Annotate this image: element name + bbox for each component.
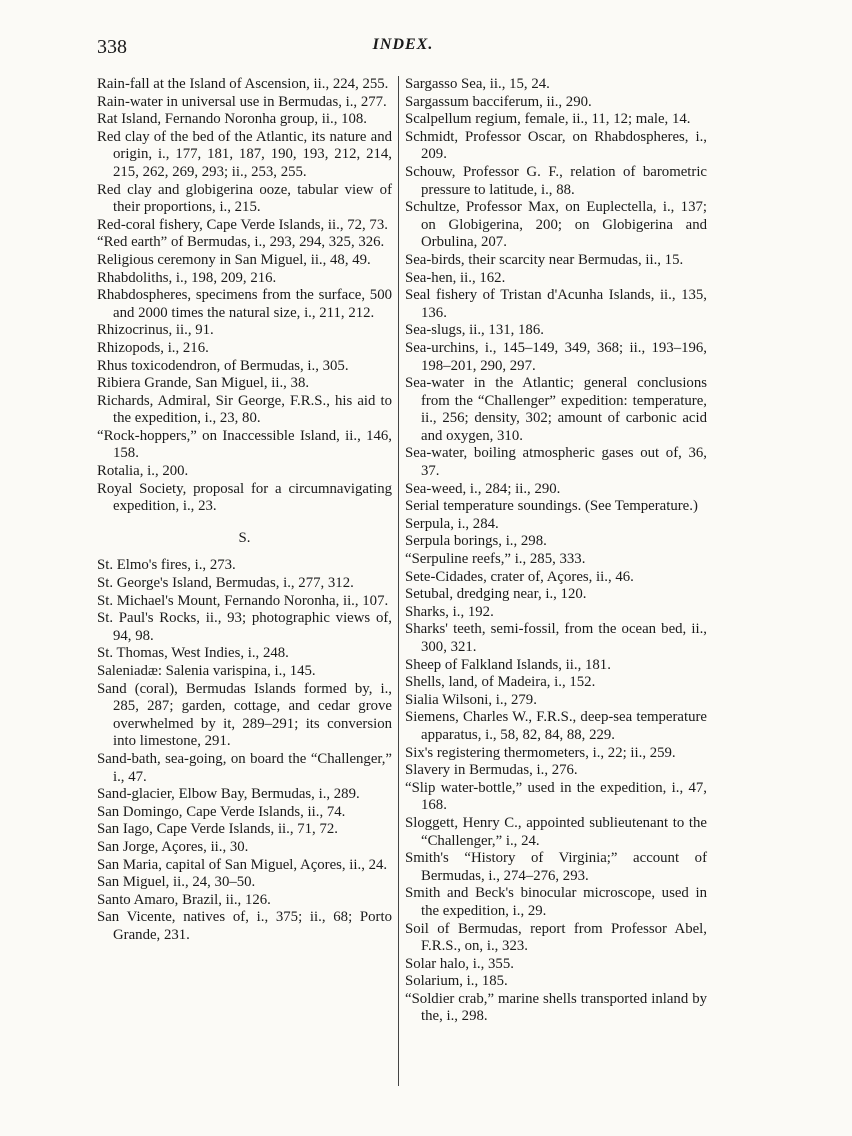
index-entry: Sea-birds, their scarcity near Bermudas, ii., 15. [405, 251, 684, 268]
index-entry: Sea-slugs, ii., 131, 186. [405, 322, 544, 339]
index-entry: Sea-urchins, i., 145–149, 349, 368; ii., 193–196, 198–201, 290, 297. [405, 339, 707, 374]
index-entry: Smith's “History of Virginia;” account of Bermudas, i., 274–276, 293. [405, 850, 707, 884]
index-entry: Slavery in Bermudas, i., 276. [405, 762, 578, 779]
index-entry: Serial temperature soundings. (See Temperature.) [405, 498, 698, 515]
index-entry: Royal Society, proposal for a circumnavigating expedition, i., 23. [97, 480, 392, 515]
index-entry: Schultze, Professor Max, on Euplectella, i., 137; on Globigerina, 200; on Globigerina and Orbulina, 207. [405, 199, 707, 251]
index-entry: St. Paul's Rocks, ii., 93; photographic views of, 94, 98. [97, 610, 392, 644]
index-entry: “Red earth” of Bermudas, i., 293, 294, 325, 326. [97, 234, 385, 251]
index-entry: Rhizocrinus, ii., 91. [97, 322, 214, 339]
index-entry: San Domingo, Cape Verde Islands, ii., 74. [97, 803, 346, 820]
index-entry: St. Elmo's fires, i., 273. [97, 557, 236, 574]
index-column-left [97, 76, 392, 945]
index-entry: Saleniadæ: Salenia varispina, i., 145. [97, 663, 316, 679]
index-entry: Rain-water in universal use in Bermudas, i., 277. [97, 93, 387, 110]
index-entry: Richards, Admiral, Sir George, F.R.S., his aid to the expedition, i., 23, 80. [97, 392, 392, 427]
index-entry: “Serpuline reefs,” i., 285, 333. [405, 551, 586, 568]
index-entry: Sea-water in the Atlantic; general conclusions from the “Challenger” expedition: temperature, ii., 256; density, 302; amount of carbonic acid and oxygen, 310. [405, 375, 707, 444]
index-entry: Rhabdospheres, specimens from the surface, 500 and 2000 times the natural size, i., 211, 212. [97, 287, 392, 321]
index-entry: Seal fishery of Tristan d'Acunha Islands, ii., 135, 136. [405, 287, 707, 321]
index-entry: Sargassum bacciferum, ii., 290. [405, 93, 592, 110]
section-letter: S. [238, 529, 251, 546]
index-entry: Sand-bath, sea-going, on board the “Challenger,” i., 47. [97, 750, 392, 785]
index-entry: Smith and Beck's binocular microscope, used in the expedition, i., 29. [405, 885, 707, 919]
index-entry: Schmidt, Professor Oscar, on Rhabdospheres, i., 209. [405, 128, 707, 163]
index-entry: Rain-fall at the Island of Ascension, ii., 224, 255. [97, 76, 389, 92]
index-entry: Rhus toxicodendron, of Bermudas, i., 305. [97, 357, 349, 374]
index-entry: Sand-glacier, Elbow Bay, Bermudas, i., 289. [97, 786, 360, 803]
index-entry: St. Michael's Mount, Fernando Noronha, ii., 107. [97, 592, 389, 609]
index-entry: Sheep of Falkland Islands, ii., 181. [405, 656, 611, 673]
index-entry: Sharks, i., 192. [405, 603, 494, 620]
index-entry: Rhabdoliths, i., 198, 209, 216. [97, 269, 277, 286]
index-entry: Serpula, i., 284. [405, 515, 499, 532]
index-entry: “Slip water-bottle,” used in the expedition, i., 47, 168. [405, 779, 707, 814]
index-entry: San Vicente, natives of, i., 375; ii., 68; Porto Grande, 231. [97, 909, 392, 943]
index-entry: Sargasso Sea, ii., 15, 24. [405, 76, 550, 92]
index-entry: Solar halo, i., 355. [405, 955, 514, 972]
index-entry: Sea-water, boiling atmospheric gases out of, 36, 37. [405, 445, 707, 480]
index-entry: Sea-weed, i., 284; ii., 290. [405, 480, 561, 497]
index-entry: Scalpellum regium, female, ii., 11, 12; male, 14. [405, 111, 691, 128]
index-entry: Religious ceremony in San Miguel, ii., 48, 49. [97, 251, 371, 268]
index-entry: San Maria, capital of San Miguel, Açores, ii., 24. [97, 856, 388, 873]
index-entry: Rotalia, i., 200. [97, 463, 189, 480]
index-entry: St. Thomas, West Indies, i., 248. [97, 645, 289, 662]
index-entry: Shells, land, of Madeira, i., 152. [405, 674, 596, 691]
index-entry: Sharks' teeth, semi-fossil, from the ocean bed, ii., 300, 321. [405, 621, 707, 655]
index-entry: Sand (coral), Bermudas Islands formed by, i., 285, 287; garden, cottage, and cedar grove overwhelmed by it, 289–291; its conversion into limestone, 291. [97, 680, 392, 750]
index-entry: Red clay of the bed of the Atlantic, its nature and origin, i., 177, 181, 187, 190, 193, 212, 214, 215, 262, 269, 293; ii., 253, 255. [97, 128, 392, 180]
index-entry: Red clay and globigerina ooze, tabular view of their proportions, i., 215. [97, 181, 392, 216]
index-entry: San Iago, Cape Verde Islands, ii., 71, 72. [97, 821, 338, 838]
index-entry: Siemens, Charles W., F.R.S., deep-sea temperature apparatus, i., 58, 82, 84, 88, 229. [405, 709, 707, 743]
index-entry: Sea-hen, ii., 162. [405, 269, 506, 286]
index-entry: Six's registering thermometers, i., 22; ii., 259. [405, 744, 676, 761]
index-entry: “Soldier crab,” marine shells transported inland by the, i., 298. [405, 990, 707, 1025]
index-entry: Sete-Cidades, crater of, Açores, ii., 46. [405, 568, 634, 585]
index-entry: St. George's Island, Bermudas, i., 277, 312. [97, 575, 354, 592]
index-column-right [405, 76, 707, 1026]
page-header [97, 36, 709, 62]
index-entry: San Miguel, ii., 24, 30–50. [97, 874, 256, 891]
index-entry: Schouw, Professor G. F., relation of barometric pressure to latitude, i., 88. [405, 163, 707, 198]
column-divider [398, 76, 399, 1086]
index-entry: Red-coral fishery, Cape Verde Islands, ii., 72, 73. [97, 216, 388, 233]
index-entry: Rat Island, Fernando Noronha group, ii., 108. [97, 111, 367, 128]
page-number: 338 [97, 36, 127, 58]
index-entry: Setubal, dredging near, i., 120. [405, 586, 587, 603]
index-entry: Sloggett, Henry C., appointed sublieutenant to the “Challenger,” i., 24. [405, 814, 707, 849]
index-entry: “Rock-hoppers,” on Inaccessible Island, ii., 146, 158. [97, 427, 392, 462]
index-entry: Sialia Wilsoni, i., 279. [405, 691, 537, 708]
index-entry: Ribiera Grande, San Miguel, ii., 38. [97, 375, 310, 392]
index-entry: San Jorge, Açores, ii., 30. [97, 838, 249, 855]
index-entry: Santo Amaro, Brazil, ii., 126. [97, 891, 271, 908]
index-entry: Rhizopods, i., 216. [97, 339, 209, 356]
index-entry: Solarium, i., 185. [405, 973, 508, 990]
index-entry: Serpula borings, i., 298. [405, 533, 547, 550]
running-title: INDEX. [372, 36, 434, 53]
index-entry: Soil of Bermudas, report from Professor Abel, F.R.S., on, i., 323. [405, 920, 707, 955]
